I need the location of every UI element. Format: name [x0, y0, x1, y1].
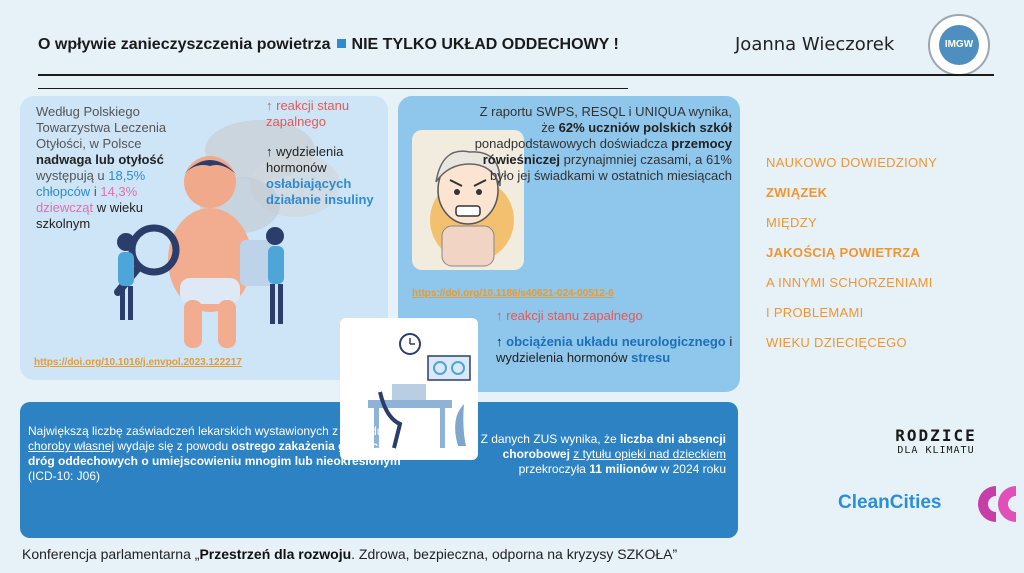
inflammation-text-1: ↑ reakcji stanu zapalnego	[266, 98, 350, 129]
hormone-secretion: i wydzielenia hormonów	[496, 334, 733, 365]
side-statement	[766, 148, 1006, 358]
clean-cities-mark-icon	[976, 484, 1020, 524]
header-divider-thin	[38, 88, 628, 89]
doi-link-violence[interactable]: https://doi.org/10.1186/s40621-024-00512-6	[412, 288, 614, 299]
side-line-3: MIĘDZY	[766, 215, 817, 230]
obesity-highlight: nadwaga lub otyłość	[36, 152, 164, 167]
obesity-source: Według Polskiego Towarzystwa Leczenia Otyłości, w Polsce	[36, 104, 167, 151]
students-percent: 62% uczniów polskich szkół	[558, 120, 732, 135]
year-text: w 2024 roku	[660, 462, 726, 476]
side-line-6: I PROBLEMAMI	[766, 305, 864, 320]
boys-percent: 18,5%	[108, 168, 146, 183]
witness-text: przynajmniej czasami, a 61% było jej świadkami w ostatnich miesiącach	[489, 152, 732, 183]
title-part-2: NIE TYLKO UKŁAD ODDECHOWY !	[351, 36, 619, 53]
footer-conference	[22, 546, 677, 562]
icd-code: (ICD-10: J06)	[28, 469, 101, 483]
boys-label: chłopców	[36, 184, 91, 199]
violence-stats-text	[470, 104, 732, 184]
footer-prefix: Konferencja parlamentarna „	[22, 546, 200, 562]
neuro-load: obciążenia układu neurologicznego	[506, 334, 726, 349]
clean-cities-logo: CleanCities	[838, 492, 942, 513]
reason-text: wydaje się z powodu	[117, 439, 229, 453]
title-part-1: O wpływie zanieczyszczenia powietrza	[38, 36, 331, 53]
absence-days: liczba dni absencji chorobowej	[502, 432, 726, 461]
and-text: i	[93, 184, 97, 199]
peer-violence: przemocy rówieśniczej	[482, 136, 732, 167]
doi-link-obesity[interactable]: https://doi.org/10.1016/j.envpol.2023.122217	[34, 357, 242, 368]
imgw-logo	[928, 14, 990, 76]
violence-experience: ponadpodstawowych doświadcza	[474, 136, 668, 151]
rodzice-dla-klimatu-logo	[886, 426, 986, 456]
girls-percent: 14,3%	[100, 184, 138, 199]
certificates-text: Największą liczbę zaświadczeń lekarskich wystawionych z powodu	[28, 424, 384, 438]
author-name: Joanna Wieczorek	[735, 34, 895, 55]
insulin-text: osłabiających działanie insuliny	[266, 176, 374, 207]
child-care: z tytułu opieki nad dzieckiem	[573, 447, 726, 461]
stress-word: stresu	[631, 350, 671, 365]
footer-suffix: . Zdrowa, bezpieczna, odporna na kryzysy SZKOŁA”	[351, 546, 678, 562]
footer-bold: Przestrzeń dla rozwoju	[199, 546, 352, 562]
zus-source: Z danych ZUS wynika, że	[480, 432, 617, 446]
header-divider	[38, 74, 994, 76]
school-age-text: w wieku szkolnym	[36, 200, 143, 231]
neuro-load-text	[496, 334, 736, 366]
side-line-2: ZWIĄZEK	[766, 185, 828, 200]
hormones-label: ↑ wydzielenia hormonów	[266, 144, 344, 175]
rodzice-text: RODZICE	[895, 426, 977, 445]
side-line-5: A INNYMI SCHORZENIAMI	[766, 275, 933, 290]
square-bullet-icon	[337, 39, 346, 48]
imgw-logo-text: IMGW	[939, 25, 979, 65]
page-title	[38, 36, 619, 54]
hormones-text	[266, 144, 386, 208]
side-line-7: WIEKU DZIECIĘCEGO	[766, 335, 907, 350]
girls-label: dziewcząt	[36, 200, 94, 215]
million-count: 11 milionów	[589, 462, 658, 476]
own-illness: choroby własnej	[28, 439, 115, 453]
klimatu-text: DLA KLIMATU	[897, 445, 975, 456]
arrow-up: ↑	[496, 334, 503, 349]
infection-diagnosis: ostrego zakażenia górnych dróg oddechowych o umiejscowieniu mnogim lub nieokreślonym	[28, 439, 401, 468]
obesity-occur: występują u	[36, 168, 105, 183]
obesity-stats-text	[36, 104, 186, 232]
side-line-4: JAKOŚCIĄ POWIETRZA	[766, 245, 921, 260]
side-line-1: NAUKOWO DOWIEDZIONY	[766, 155, 938, 170]
sick-leave-left-text	[28, 424, 408, 484]
exceeded-text: przekroczyła	[518, 462, 586, 476]
sick-leave-right-text	[470, 432, 726, 477]
violence-source: Z raportu SWPS, RESQL i UNIQUA wynika, że	[479, 104, 732, 135]
inflammation-text-2: ↑ reakcji stanu zapalnego	[496, 308, 643, 323]
